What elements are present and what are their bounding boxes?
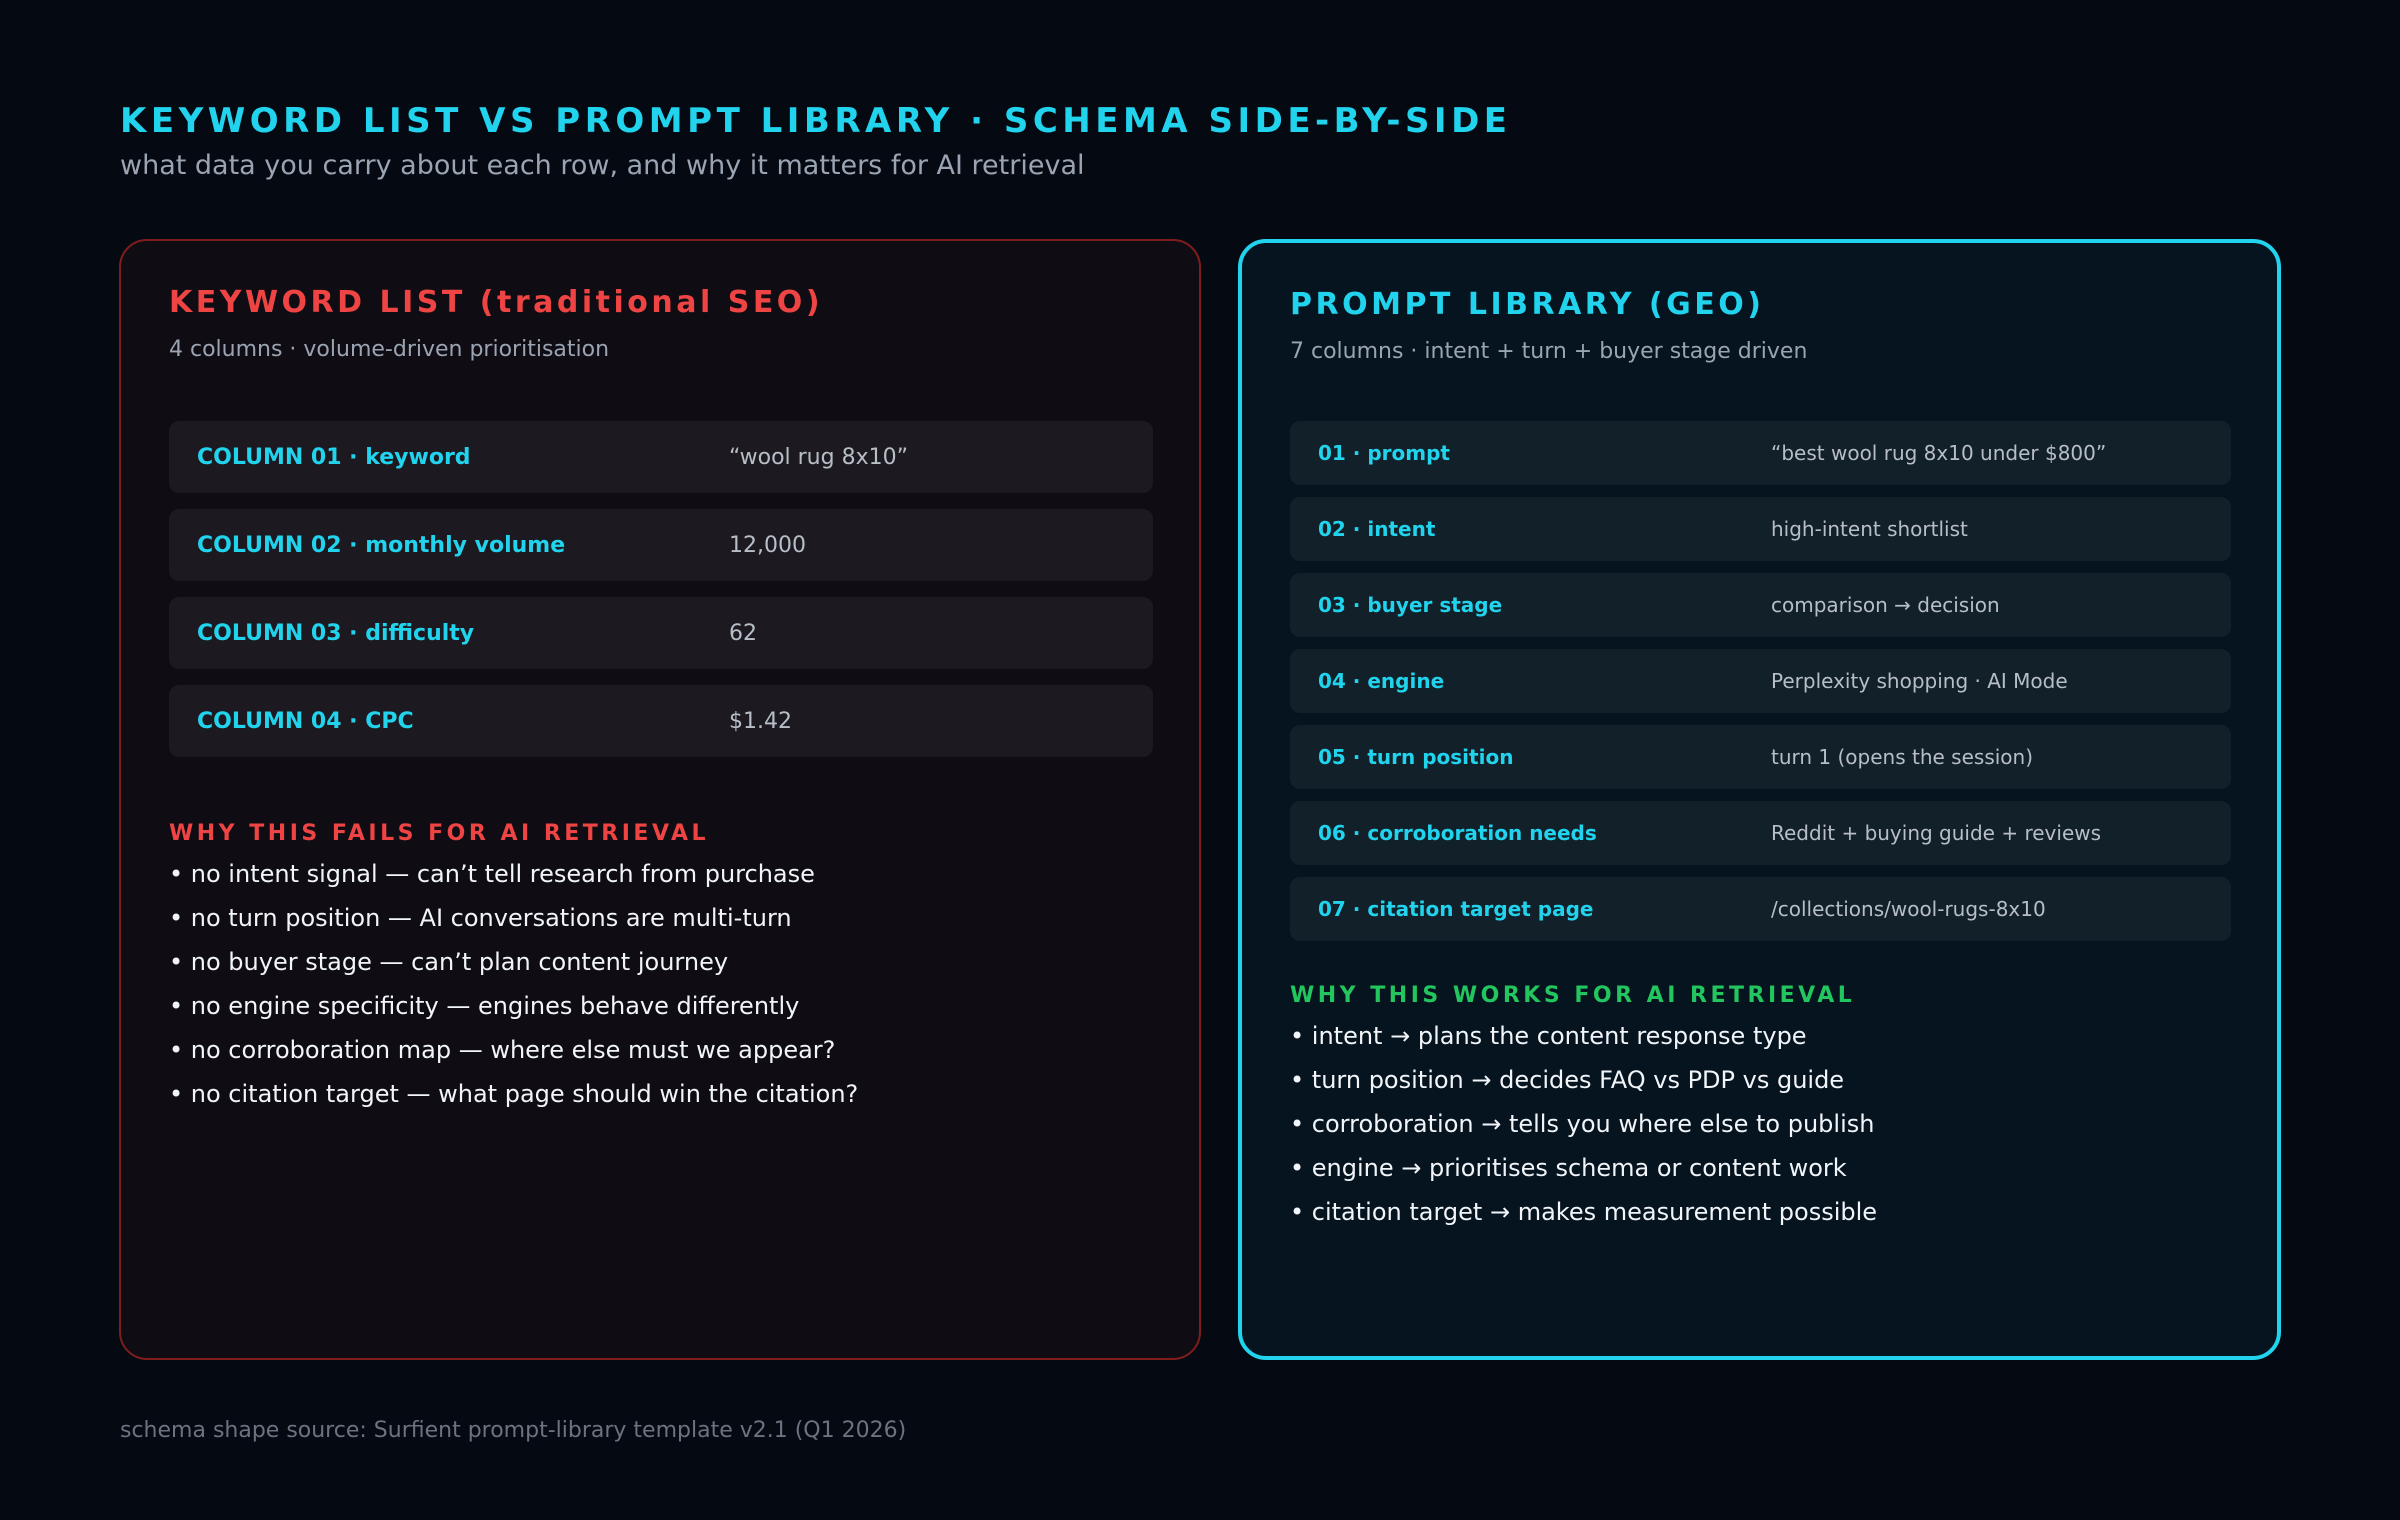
fails-section [169, 821, 858, 1116]
prompt-column-row [1290, 801, 2231, 865]
keyword-list-title: KEYWORD LIST (traditional SEO) [169, 285, 824, 320]
works-reason: • turn position → decides FAQ vs PDP vs guide [1290, 1066, 1845, 1094]
column-name: COLUMN 02 · monthly volume [197, 532, 566, 558]
column-example: comparison → decision [1771, 593, 2000, 617]
column-name: 07 · citation target page [1318, 897, 1594, 921]
column-name: COLUMN 04 · CPC [197, 708, 414, 734]
works-reason: • citation target → makes measurement possible [1290, 1198, 1878, 1226]
prompt-library-title: PROMPT LIBRARY (GEO) [1290, 287, 1765, 322]
fail-reason: • no buyer stage — can’t plan content journey [169, 948, 729, 976]
keyword-list-panel [119, 239, 1201, 1360]
column-example: “wool rug 8x10” [729, 444, 908, 470]
column-example: $1.42 [729, 708, 792, 734]
keyword-column-row [169, 597, 1153, 669]
page-title: KEYWORD LIST VS PROMPT LIBRARY · SCHEMA SIDE-BY-SIDE [120, 101, 1512, 141]
prompt-library-subtitle: 7 columns · intent + turn + buyer stage driven [1290, 339, 1808, 364]
prompt-column-row [1290, 573, 2231, 637]
fails-heading: WHY THIS FAILS FOR AI RETRIEVAL [169, 821, 710, 846]
column-example: 62 [729, 620, 757, 646]
prompt-column-list [1290, 421, 2231, 953]
prompt-column-row [1290, 877, 2231, 941]
works-section [1290, 983, 1877, 1234]
prompt-column-row [1290, 421, 2231, 485]
works-reason: • corroboration → tells you where else to publish [1290, 1110, 1875, 1138]
fail-reason: • no engine specificity — engines behave differently [169, 992, 800, 1020]
column-name: 01 · prompt [1318, 441, 1450, 465]
column-name: 03 · buyer stage [1318, 593, 1503, 617]
header [120, 100, 1512, 181]
prompt-library-panel [1238, 239, 2281, 1360]
keyword-list-subtitle: 4 columns · volume-driven prioritisation [169, 337, 610, 362]
column-example: 12,000 [729, 532, 806, 558]
keyword-column-row [169, 509, 1153, 581]
column-name: COLUMN 01 · keyword [197, 444, 471, 470]
works-reason: • intent → plans the content response type [1290, 1022, 1807, 1050]
fail-reason: • no turn position — AI conversations are multi-turn [169, 904, 792, 932]
column-name: 06 · corroboration needs [1318, 821, 1597, 845]
column-example: “best wool rug 8x10 under $800” [1771, 441, 2107, 465]
column-example: /collections/wool-rugs-8x10 [1771, 897, 2046, 921]
fail-reason: • no intent signal — can’t tell research from purchase [169, 860, 815, 888]
works-heading: WHY THIS WORKS FOR AI RETRIEVAL [1290, 983, 1856, 1008]
column-name: 05 · turn position [1318, 745, 1514, 769]
column-example: Reddit + buying guide + reviews [1771, 821, 2102, 845]
column-name: 02 · intent [1318, 517, 1436, 541]
column-name: 04 · engine [1318, 669, 1445, 693]
keyword-column-row [169, 421, 1153, 493]
column-example: turn 1 (opens the session) [1771, 745, 2034, 769]
keyword-column-row [169, 685, 1153, 757]
works-reason: • engine → prioritises schema or content work [1290, 1154, 1847, 1182]
keyword-column-list [169, 421, 1153, 773]
prompt-column-row [1290, 497, 2231, 561]
column-example: Perplexity shopping · AI Mode [1771, 669, 2068, 693]
prompt-column-row [1290, 725, 2231, 789]
page-subtitle: what data you carry about each row, and why it matters for AI retrieval [120, 150, 1085, 181]
fail-reason: • no citation target — what page should win the citation? [169, 1080, 859, 1108]
column-name: COLUMN 03 · difficulty [197, 620, 475, 646]
prompt-column-row [1290, 649, 2231, 713]
fail-reason: • no corroboration map — where else must we appear? [169, 1036, 836, 1064]
column-example: high-intent shortlist [1771, 517, 1968, 541]
source-footnote: schema shape source: Surfient prompt-library template v2.1 (Q1 2026) [120, 1418, 907, 1443]
